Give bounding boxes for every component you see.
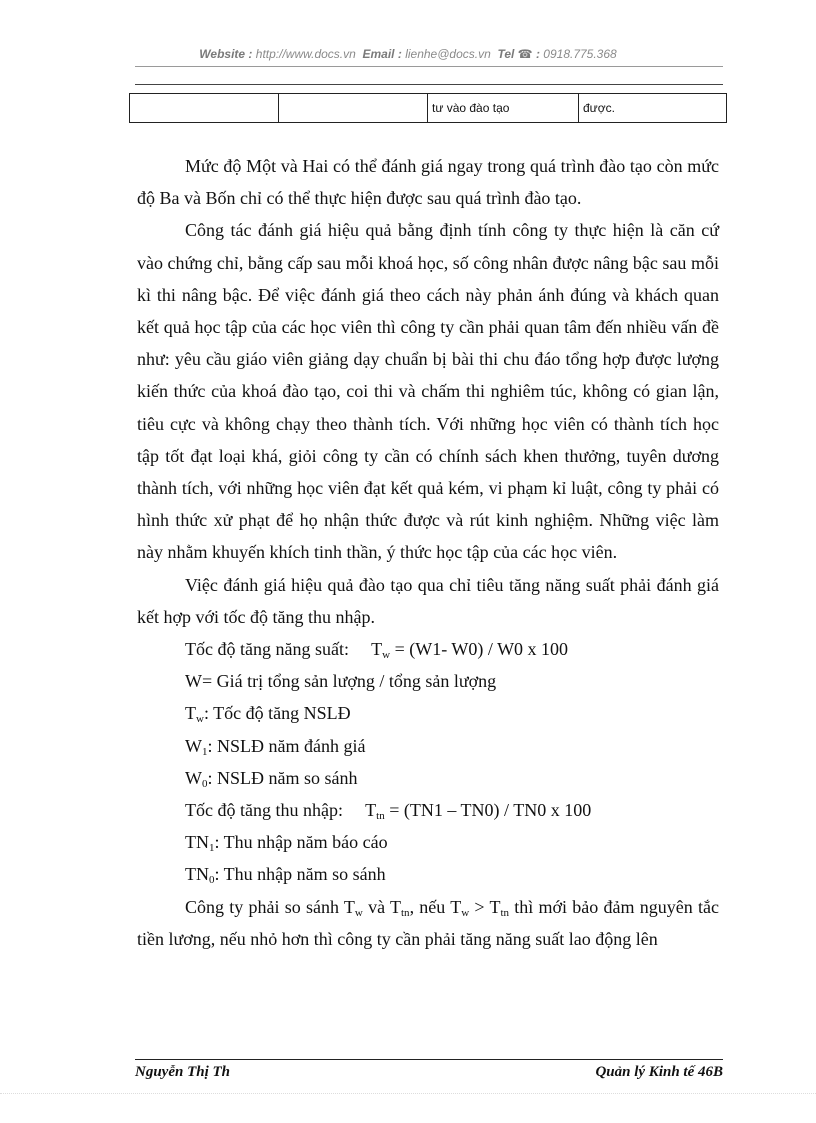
formula-description: : Thu nhập năm báo cáo xyxy=(214,832,388,853)
formula-subscript: w xyxy=(354,906,363,919)
formula-income xyxy=(137,794,719,826)
formula-subscript: 1 xyxy=(209,842,215,855)
paragraph: Việc đánh giá hiệu quả đào tạo qua chỉ tiêu tăng năng suất phải đánh giá kết hợp với tốc độ tăng thu nhập. xyxy=(137,574,719,627)
formula-description: : NSLĐ năm đánh giá xyxy=(207,735,366,756)
table-cell: tư vào đào tạo xyxy=(428,94,579,123)
closing-text: Công ty phải so sánh T xyxy=(185,896,355,917)
table-row xyxy=(130,94,727,123)
website-label: Website : xyxy=(199,47,253,61)
formula-symbol: W xyxy=(185,735,202,756)
tel-label: Tel ☎ : xyxy=(497,47,540,61)
formula-symbol: T xyxy=(365,800,377,821)
formula-subscript: w xyxy=(196,713,204,726)
paragraph-closing xyxy=(137,891,719,955)
formula-productivity xyxy=(137,633,719,665)
closing-text: và T xyxy=(362,896,401,917)
formula-description: : Thu nhập năm so sánh xyxy=(214,864,386,885)
footer-divider xyxy=(135,1059,723,1060)
tel-number: 0918.775.368 xyxy=(543,47,617,61)
formula-symbol: T xyxy=(185,703,196,724)
header-divider xyxy=(135,66,723,67)
formula-subscript: tn xyxy=(401,906,410,919)
table-cell xyxy=(279,94,428,123)
paragraph: Công tác đánh giá hiệu quả bằng định tính công ty thực hiện là căn cứ vào chứng chỉ, bằng cấp sau mỗi khoá học, số công nhân được nâng bậc sau mỗi kì thi nâng bậc. Để việc đánh giá theo cách này phản ánh đúng và khách quan kết quả học tập của các học viên thì công ty cần phải quan tâm đến nhiều vấn đề như: yêu cầu giáo viên giảng dạy chuẩn bị bài thi chu đáo tổng hợp được lượng kiến thức của khoá đào tạo, coi thi và chấm thi nghiêm túc, không có gian lận, tiêu cực và không chạy theo thành tích. Với những học viên có thành tích học tập tốt đạt loại khá, giỏi công ty cần có chính sách khen thưởng, tuyên dương thành tích, với những học viên đạt kết quả kém, vi phạm kỉ luật, công ty phải có hình thức xử phạt để họ nhận thức được và rút kinh nghiệm. Những việc làm này nhằm khuyến khích tinh thần, ý thức học tập của các học viên. xyxy=(137,220,719,563)
website-url[interactable]: http://www.docs.vn xyxy=(255,47,356,61)
formula-subscript: 0 xyxy=(209,874,215,887)
table-cell xyxy=(130,94,279,123)
header-divider-2 xyxy=(135,84,723,85)
formula-subscript: tn xyxy=(376,810,385,823)
footer-class: Quản lý Kinh tế 46B xyxy=(595,1064,723,1080)
formula-description: : Tốc độ tăng NSLĐ xyxy=(203,703,351,724)
footer-author: Nguyễn Thị Th xyxy=(135,1064,231,1080)
formula-symbol: T xyxy=(371,639,383,660)
formula-variable xyxy=(137,858,719,890)
formula-variable xyxy=(137,697,719,729)
formula-definition: W= Giá trị tổng sản lượng / tổng sản lượng xyxy=(185,671,497,692)
formula-subscript: 0 xyxy=(202,777,208,790)
formula-variable xyxy=(137,826,719,858)
closing-text: thì mới bảo đảm nguyên tắc tiền lương, nếu nhỏ hơn thì công ty cần phải tăng năng suất lao động lên xyxy=(137,896,719,949)
formula-subscript: w xyxy=(382,649,391,662)
closing-text: , nếu T xyxy=(409,896,462,917)
formula-variable xyxy=(137,762,719,794)
page-header xyxy=(0,47,816,61)
formula-symbol: TN xyxy=(185,832,209,853)
table-cell: được. xyxy=(579,94,727,123)
email-label: Email : xyxy=(362,47,402,61)
formula-expression: = (W1- W0) / W0 x 100 xyxy=(394,639,569,660)
formula-variable xyxy=(137,730,719,762)
formula-description: : NSLĐ năm so sánh xyxy=(207,767,358,788)
formula-subscript: 1 xyxy=(202,745,208,758)
table-fragment xyxy=(129,93,727,123)
page-bottom-dotted-line xyxy=(0,1093,816,1094)
formula-symbol: TN xyxy=(185,864,209,885)
formula-subscript: tn xyxy=(500,906,510,919)
email-address[interactable]: lienhe@docs.vn xyxy=(405,47,491,61)
closing-text: > T xyxy=(469,896,501,917)
body-text xyxy=(137,150,719,955)
formula-subscript: w xyxy=(461,906,470,919)
formula-label: Tốc độ tăng thu nhập: xyxy=(185,800,343,821)
paragraph: Mức độ Một và Hai có thể đánh giá ngay trong quá trình đào tạo còn mức độ Ba và Bốn chỉ có thể thực hiện được sau quá trình đào tạo. xyxy=(137,156,719,209)
formula-symbol: W xyxy=(185,767,202,788)
formula-expression: = (TN1 – TN0) / TN0 x 100 xyxy=(389,800,592,821)
formula-label: Tốc độ tăng năng suất: xyxy=(185,639,349,660)
